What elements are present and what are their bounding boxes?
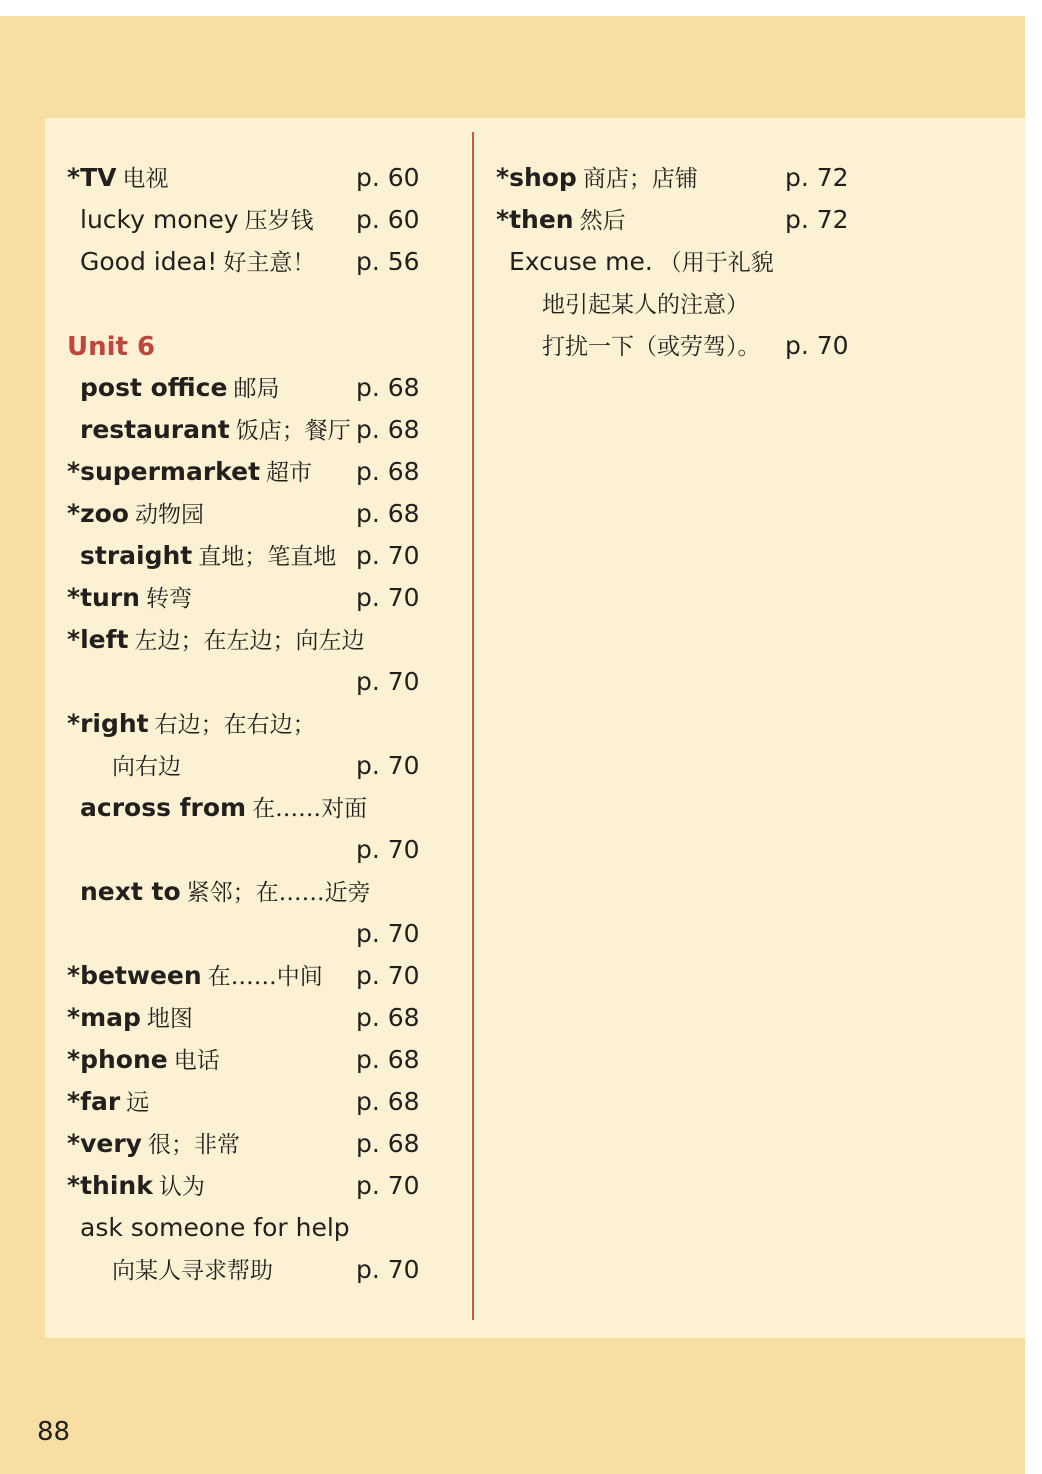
entry-word: *think <box>67 1171 153 1200</box>
entry-translation: 向某人寻求帮助 <box>112 1258 273 1284</box>
glossary-entry-continuation <box>536 283 749 325</box>
entry-translation: （用于礼貌 <box>658 250 774 276</box>
glossary-entry <box>80 871 371 913</box>
entry-translation: 商店；店铺 <box>582 166 698 192</box>
glossary-entry <box>67 955 323 997</box>
page-number: 88 <box>37 1417 71 1447</box>
entry-translation: 邮局 <box>233 376 280 402</box>
glossary-entry <box>80 199 314 241</box>
glossary-entry <box>67 1123 240 1165</box>
entry-word: *far <box>67 1087 121 1116</box>
entry-translation: 压岁钱 <box>244 208 314 234</box>
glossary-entry <box>67 1039 220 1081</box>
entry-page-ref: p. 60 <box>356 205 420 234</box>
glossary-entry <box>67 493 204 535</box>
entry-word: *shop <box>496 163 577 192</box>
entry-translation: 远 <box>126 1090 150 1116</box>
entry-translation: 左边；在左边；向左边 <box>134 628 365 654</box>
entry-word: Excuse me. <box>509 247 653 276</box>
entry-word: Good idea! <box>80 247 218 276</box>
entry-word: ask someone for help <box>80 1213 350 1242</box>
glossary-entry <box>67 451 312 493</box>
entry-translation: 向右边 <box>112 754 181 780</box>
glossary-entry-continuation <box>536 325 761 367</box>
entry-word: restaurant <box>80 415 230 444</box>
entry-word: *phone <box>67 1045 168 1074</box>
glossary-entry <box>80 787 367 829</box>
entry-page-ref: p. 68 <box>356 1003 420 1032</box>
entry-page-ref: p. 68 <box>356 457 420 486</box>
entry-word: *right <box>67 709 149 738</box>
entry-word: straight <box>80 541 193 570</box>
glossary-entry <box>496 157 698 199</box>
entry-translation: 然后 <box>579 208 626 234</box>
entry-translation: 在……中间 <box>207 964 323 990</box>
glossary-entry <box>67 1165 205 1207</box>
entry-page-ref: p. 70 <box>785 331 849 360</box>
glossary-entry <box>80 409 351 451</box>
entry-word: across from <box>80 793 247 822</box>
entry-translation: 电视 <box>122 166 169 192</box>
entry-word: *turn <box>67 583 140 612</box>
glossary-entry-continuation <box>106 745 181 787</box>
entry-translation: 电话 <box>173 1048 220 1074</box>
entry-word: *map <box>67 1003 141 1032</box>
glossary-entry <box>80 535 336 577</box>
entry-translation: 打扰一下（或劳驾）。 <box>542 334 761 360</box>
glossary-entry <box>67 577 192 619</box>
glossary-entry <box>496 199 626 241</box>
entry-word: next to <box>80 877 181 906</box>
entry-page-ref: p. 70 <box>356 835 420 864</box>
glossary-entry <box>67 1081 149 1123</box>
column-divider <box>472 132 474 1320</box>
entry-page-ref: p. 70 <box>356 667 420 696</box>
unit-heading: Unit 6 <box>67 332 156 362</box>
glossary-entry <box>80 367 279 409</box>
glossary-entry <box>67 619 364 661</box>
entry-translation: 很；非常 <box>147 1132 240 1158</box>
entry-translation: 地引起某人的注意） <box>542 292 749 318</box>
entry-page-ref: p. 70 <box>356 583 420 612</box>
entry-page-ref: p. 68 <box>356 373 420 402</box>
entry-word: *TV <box>67 163 117 192</box>
entry-page-ref: p. 72 <box>785 205 849 234</box>
entry-page-ref: p. 68 <box>356 499 420 528</box>
entry-translation: 好主意！ <box>223 250 316 276</box>
entry-translation: 在……对面 <box>252 796 368 822</box>
entry-page-ref: p. 70 <box>356 961 420 990</box>
glossary-entry <box>80 241 315 283</box>
glossary-entry <box>80 1207 350 1249</box>
entry-word: lucky money <box>80 205 239 234</box>
entry-translation: 转弯 <box>145 586 192 612</box>
entry-translation: 直地；笔直地 <box>198 544 337 570</box>
entry-translation: 超市 <box>266 460 313 486</box>
glossary-entry <box>67 703 316 745</box>
entry-translation: 右边；在右边； <box>154 712 316 738</box>
entry-page-ref: p. 70 <box>356 1255 420 1284</box>
entry-page-ref: p. 72 <box>785 163 849 192</box>
entry-translation: 紧邻；在……近旁 <box>186 880 371 906</box>
glossary-entry-continuation <box>106 1249 273 1291</box>
entry-page-ref: p. 70 <box>356 919 420 948</box>
entry-page-ref: p. 70 <box>356 541 420 570</box>
entry-word: *left <box>67 625 129 654</box>
entry-translation: 认为 <box>158 1174 205 1200</box>
entry-word: *zoo <box>67 499 129 528</box>
entry-page-ref: p. 56 <box>356 247 420 276</box>
entry-word: *between <box>67 961 202 990</box>
entry-page-ref: p. 68 <box>356 415 420 444</box>
entry-page-ref: p. 70 <box>356 751 420 780</box>
glossary-entry <box>67 997 193 1039</box>
entry-page-ref: p. 68 <box>356 1087 420 1116</box>
entry-page-ref: p. 68 <box>356 1129 420 1158</box>
entry-translation: 饭店；餐厅 <box>235 418 351 444</box>
glossary-entry <box>67 157 168 199</box>
entry-page-ref: p. 70 <box>356 1171 420 1200</box>
entry-translation: 地图 <box>146 1006 193 1032</box>
entry-translation: 动物园 <box>134 502 204 528</box>
entry-word: post office <box>80 373 228 402</box>
entry-page-ref: p. 68 <box>356 1045 420 1074</box>
glossary-entry <box>509 241 774 283</box>
entry-word: *supermarket <box>67 457 261 486</box>
entry-word: *then <box>496 205 574 234</box>
entry-page-ref: p. 60 <box>356 163 420 192</box>
entry-word: *very <box>67 1129 142 1158</box>
